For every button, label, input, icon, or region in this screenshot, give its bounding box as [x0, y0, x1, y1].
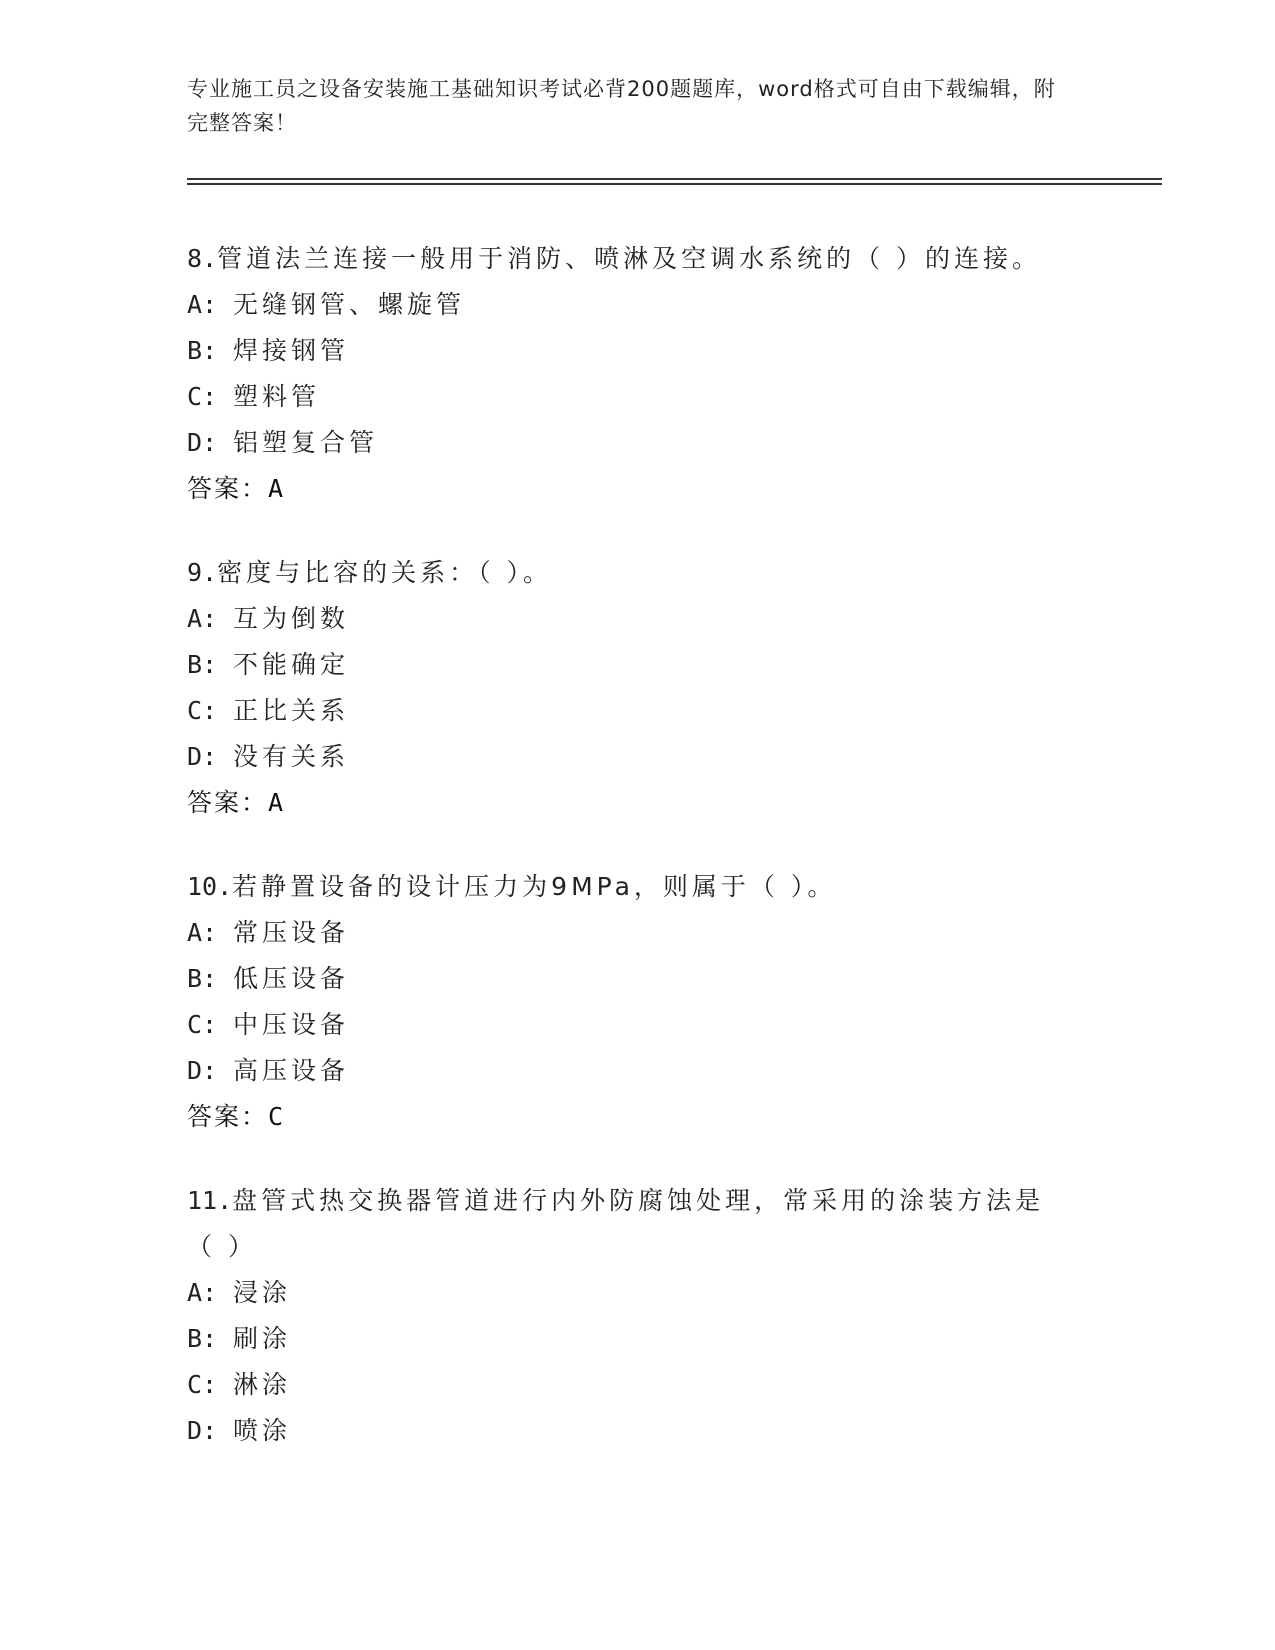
answer-label: 答案：	[187, 1102, 269, 1131]
question-number: 8.	[187, 244, 218, 273]
option-key: B:	[187, 964, 218, 993]
option-b	[187, 1316, 1087, 1362]
option-key: C:	[187, 1370, 218, 1399]
option-c	[187, 688, 1087, 734]
option-d	[187, 420, 1087, 466]
option-text: 正比关系	[233, 696, 350, 725]
option-c	[187, 1002, 1087, 1048]
question-11	[187, 1178, 1087, 1454]
header-divider-top	[187, 178, 1162, 180]
question-8	[187, 236, 1087, 512]
option-d	[187, 1408, 1087, 1454]
question-number: 11.	[187, 1186, 233, 1215]
question-list	[187, 236, 1087, 1492]
question-text: 若静置设备的设计压力为9MPa，则属于（ ）。	[232, 872, 837, 901]
document-title: 专业施工员之设备安装施工基础知识考试必背200题题库，word格式可自由下载编辑，附完整答案！	[187, 77, 1056, 135]
document-header	[187, 72, 1067, 140]
option-text: 不能确定	[233, 650, 350, 679]
option-text: 低压设备	[233, 964, 350, 993]
option-key: D:	[187, 1056, 218, 1085]
option-key: B:	[187, 336, 218, 365]
question-stem	[187, 550, 1087, 596]
option-key: B:	[187, 1324, 218, 1353]
option-text: 刷涂	[233, 1324, 292, 1353]
answer-line	[187, 1094, 1087, 1140]
question-stem	[187, 1178, 1047, 1270]
option-b	[187, 642, 1087, 688]
answer-value: C	[268, 1102, 286, 1131]
option-text: 焊接钢管	[233, 336, 350, 365]
header-divider-bottom	[187, 183, 1162, 185]
answer-value: A	[268, 788, 286, 817]
answer-line	[187, 780, 1087, 826]
question-text: 管道法兰连接一般用于消防、喷淋及空调水系统的（ ）的连接。	[217, 244, 1042, 273]
option-b	[187, 956, 1087, 1002]
question-stem	[187, 236, 1087, 282]
option-text: 铝塑复合管	[233, 428, 379, 457]
question-9	[187, 550, 1087, 826]
option-text: 塑料管	[233, 382, 321, 411]
option-text: 无缝钢管、螺旋管	[233, 290, 466, 319]
option-text: 淋涂	[233, 1370, 292, 1399]
option-text: 中压设备	[233, 1010, 350, 1039]
option-a	[187, 1270, 1087, 1316]
option-key: D:	[187, 1416, 218, 1445]
answer-line	[187, 466, 1087, 512]
option-d	[187, 734, 1087, 780]
option-a	[187, 910, 1087, 956]
option-key: A:	[187, 604, 218, 633]
option-key: B:	[187, 650, 218, 679]
option-key: A:	[187, 1278, 218, 1307]
question-number: 9.	[187, 558, 218, 587]
option-b	[187, 328, 1087, 374]
answer-label: 答案：	[187, 474, 269, 503]
option-text: 互为倒数	[233, 604, 350, 633]
question-number: 10.	[187, 872, 233, 901]
option-key: A:	[187, 290, 218, 319]
question-stem	[187, 864, 1087, 910]
option-text: 没有关系	[233, 742, 350, 771]
answer-value: A	[268, 474, 286, 503]
option-d	[187, 1048, 1087, 1094]
option-c	[187, 1362, 1087, 1408]
option-text: 常压设备	[233, 918, 350, 947]
question-text: 密度与比容的关系：（ ）。	[217, 558, 553, 587]
option-c	[187, 374, 1087, 420]
question-text: 盘管式热交换器管道进行内外防腐蚀处理，常采用的涂装方法是（ ）	[187, 1186, 1045, 1261]
option-key: D:	[187, 428, 218, 457]
option-a	[187, 596, 1087, 642]
option-key: D:	[187, 742, 218, 771]
option-a	[187, 282, 1087, 328]
option-text: 高压设备	[233, 1056, 350, 1085]
answer-label: 答案：	[187, 788, 269, 817]
question-10	[187, 864, 1087, 1140]
option-key: C:	[187, 1010, 218, 1039]
option-text: 喷涂	[233, 1416, 292, 1445]
option-key: C:	[187, 382, 218, 411]
option-key: A:	[187, 918, 218, 947]
option-text: 浸涂	[233, 1278, 292, 1307]
option-key: C:	[187, 696, 218, 725]
